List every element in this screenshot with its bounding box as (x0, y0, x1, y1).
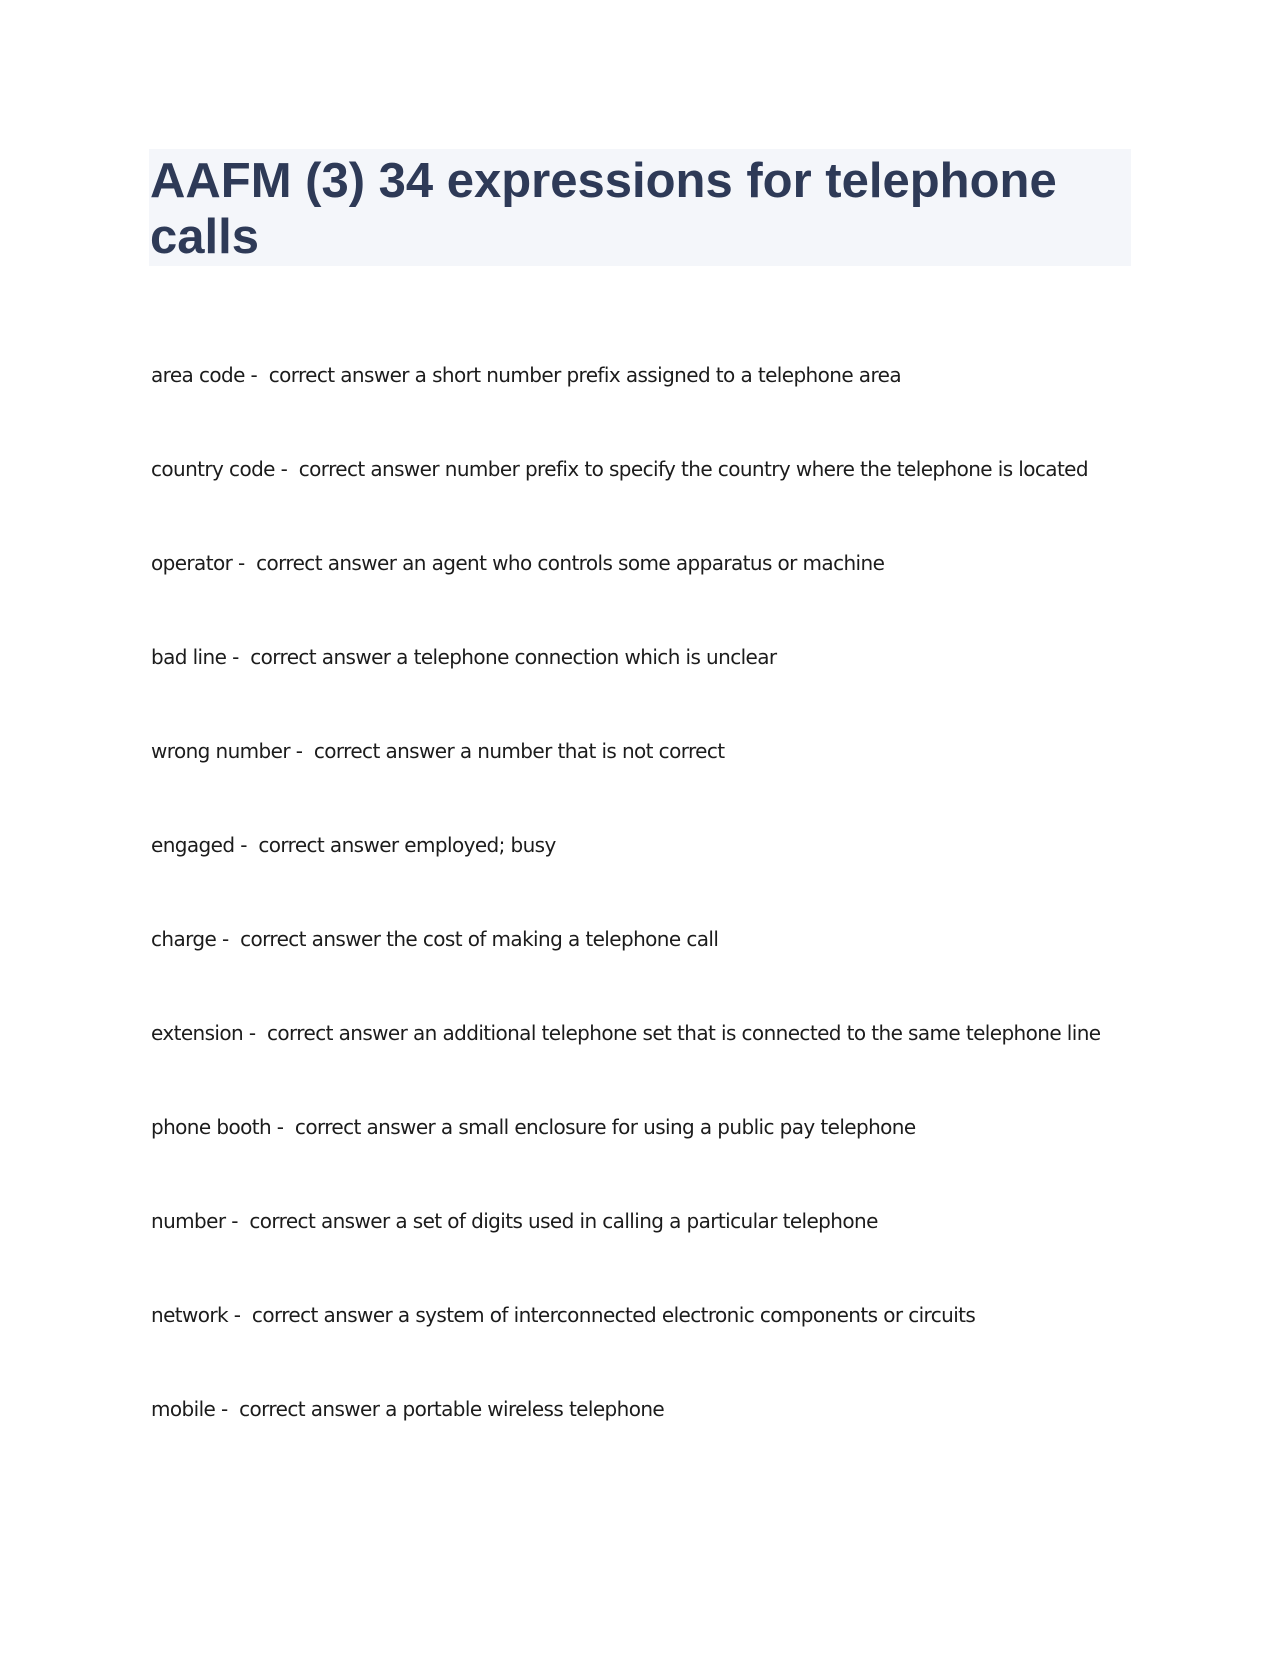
list-item: area code - correct answer a short number prefix assigned to a telephone area (151, 363, 902, 387)
entry-answer: correct answer a short number prefix assigned to a telephone area (268, 363, 902, 387)
list-item: extension - correct answer an additional telephone set that is connected to the same telephone line (151, 1021, 1101, 1045)
list-item: country code - correct answer number prefix to specify the country where the telephone is located (151, 457, 1088, 481)
entry-answer: correct answer a telephone connection which is unclear (250, 645, 777, 669)
entry-answer: correct answer a small enclosure for using a public pay telephone (294, 1115, 916, 1139)
entry-answer: correct answer a set of digits used in calling a particular telephone (249, 1209, 878, 1233)
entry-term: charge (151, 927, 217, 951)
list-item: phone booth - correct answer a small enclosure for using a public pay telephone (151, 1115, 916, 1139)
entry-answer: correct answer the cost of making a telephone call (240, 927, 719, 951)
list-item: number - correct answer a set of digits used in calling a particular telephone (151, 1209, 878, 1233)
list-item: mobile - correct answer a portable wireless telephone (151, 1397, 665, 1421)
entry-term: area code (151, 363, 245, 387)
entry-answer: correct answer a system of interconnected electronic components or circuits (251, 1303, 976, 1327)
entry-answer: correct answer number prefix to specify the country where the telephone is located (298, 457, 1088, 481)
entry-term: country code (151, 457, 275, 481)
entry-answer: correct answer an additional telephone set that is connected to the same telephone line (267, 1021, 1101, 1045)
entry-term: phone booth (151, 1115, 272, 1139)
entry-term: extension (151, 1021, 244, 1045)
entry-term: wrong number (151, 739, 290, 763)
entry-answer: correct answer a portable wireless telephone (239, 1397, 665, 1421)
entry-term: network (151, 1303, 229, 1327)
list-item: charge - correct answer the cost of making a telephone call (151, 927, 719, 951)
entry-term: engaged (151, 833, 235, 857)
list-item: wrong number - correct answer a number that is not correct (151, 739, 725, 763)
list-item: operator - correct answer an agent who controls some apparatus or machine (151, 551, 885, 575)
entry-answer: correct answer a number that is not correct (313, 739, 725, 763)
entry-term: mobile (151, 1397, 216, 1421)
list-item: engaged - correct answer employed; busy (151, 833, 556, 857)
entry-term: operator (151, 551, 233, 575)
title-banner (149, 149, 1131, 266)
page-title: AAFM (3) 34 expressions for telephone calls (150, 154, 1057, 264)
entry-answer: correct answer employed; busy (258, 833, 556, 857)
list-item: bad line - correct answer a telephone connection which is unclear (151, 645, 777, 669)
entry-term: number (151, 1209, 226, 1233)
entry-answer: correct answer an agent who controls some apparatus or machine (256, 551, 885, 575)
list-item: network - correct answer a system of interconnected electronic components or circuits (151, 1303, 976, 1327)
entry-term: bad line (151, 645, 227, 669)
